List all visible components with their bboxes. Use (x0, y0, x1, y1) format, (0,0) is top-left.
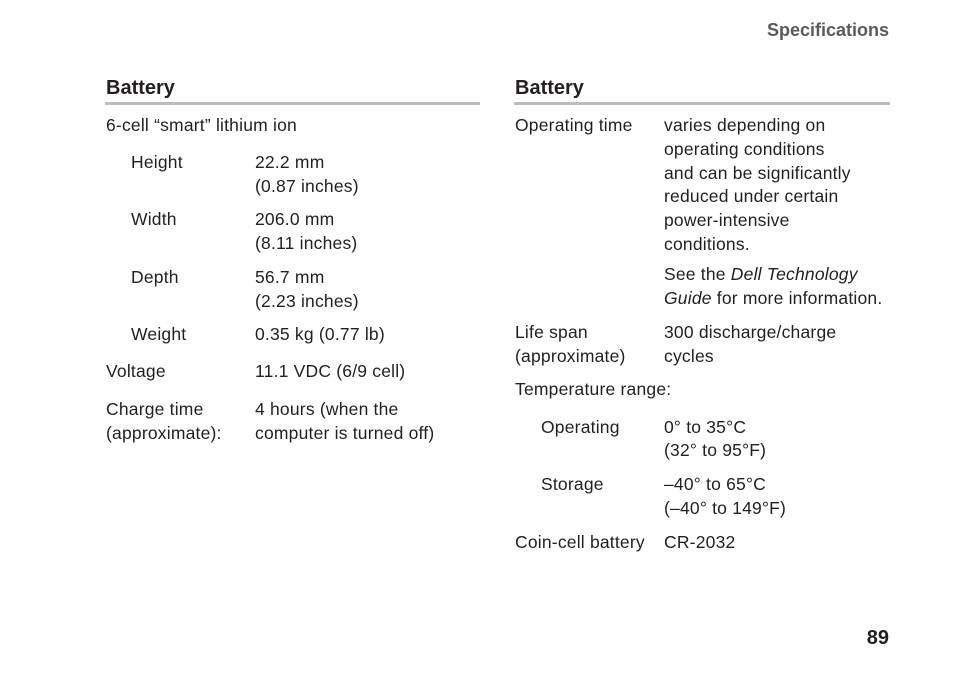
life-span-label-2: (approximate) (515, 346, 626, 366)
life-span-label-1: Life span (515, 322, 588, 342)
right-heading: Battery (514, 76, 890, 105)
guide-reference-line-1 (664, 262, 858, 286)
voltage-value: 11.1 VDC (6/9 cell) (255, 361, 406, 381)
depth-value-in: (2.23 inches) (255, 291, 359, 311)
height-label: Height (131, 152, 183, 172)
charge-time-value-2: computer is turned off) (255, 423, 435, 443)
operating-time-line: varies depending on (664, 115, 826, 135)
operating-time-line: and can be significantly (664, 163, 851, 183)
temp-operating-celsius: 0° to 35°C (664, 417, 747, 437)
operating-time-line: operating conditions (664, 139, 825, 159)
see-suffix: for more information. (711, 288, 883, 308)
temperature-range-label: Temperature range: (515, 379, 672, 399)
page-number: 89 (866, 627, 889, 649)
height-value-mm: 22.2 mm (255, 152, 325, 172)
guide-title-part-2: Guide (664, 288, 712, 308)
operating-time-line: conditions. (664, 234, 750, 254)
voltage-label: Voltage (106, 361, 166, 381)
weight-value: 0.35 kg (0.77 lb) (255, 324, 385, 344)
section-tag: Specifications (766, 20, 889, 40)
guide-title-part-1: Dell Technology (730, 264, 858, 284)
charge-time-label-1: Charge time (106, 399, 204, 419)
operating-time-label: Operating time (515, 115, 633, 135)
guide-reference-line-2 (664, 286, 882, 310)
charge-time-label-2: (approximate): (106, 423, 222, 443)
left-heading: Battery (105, 76, 480, 105)
operating-time-line: power-intensive (664, 210, 790, 230)
battery-spec-right (514, 76, 890, 552)
charge-time-value-1: 4 hours (when the (255, 399, 399, 419)
life-span-value-1: 300 discharge/charge (664, 322, 837, 342)
battery-spec-left (105, 76, 480, 443)
coin-cell-label: Coin-cell battery (515, 532, 645, 552)
temp-operating-label: Operating (541, 417, 620, 437)
temp-operating-fahrenheit: (32° to 95°F) (664, 440, 767, 460)
battery-type: 6-cell “smart” lithium ion (106, 115, 297, 135)
temp-storage-fahrenheit: (–40° to 149°F) (664, 498, 787, 518)
weight-label: Weight (131, 324, 187, 344)
width-value-mm: 206.0 mm (255, 209, 335, 229)
operating-time-line: reduced under certain (664, 186, 839, 206)
temp-storage-label: Storage (541, 474, 604, 494)
height-value-in: (0.87 inches) (255, 176, 359, 196)
width-label: Width (131, 209, 177, 229)
life-span-value-2: cycles (664, 346, 714, 366)
width-value-in: (8.11 inches) (255, 233, 358, 253)
depth-value-mm: 56.7 mm (255, 267, 325, 287)
see-prefix: See the (664, 264, 731, 284)
temp-storage-celsius: –40° to 65°C (664, 474, 767, 494)
depth-label: Depth (131, 267, 179, 287)
coin-cell-value: CR-2032 (664, 532, 736, 552)
